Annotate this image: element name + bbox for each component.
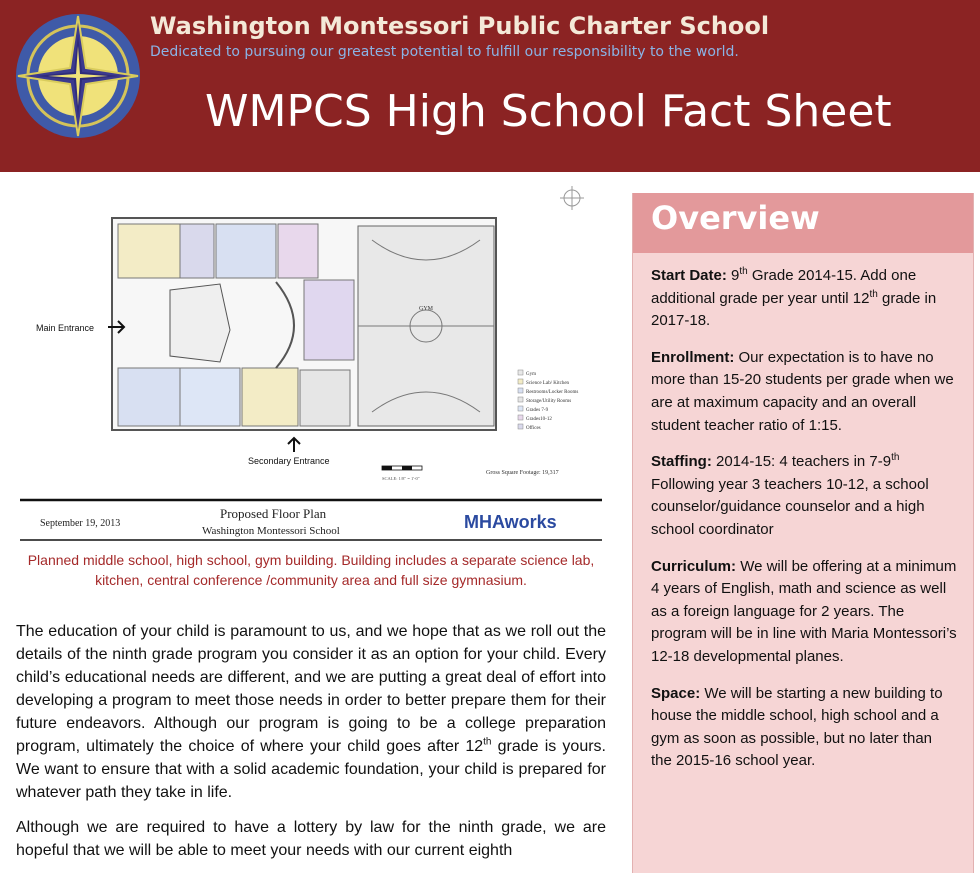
overview-title: Overview: [651, 199, 820, 237]
legend-item: Storage/Utility Rooms: [526, 399, 572, 404]
secondary-entrance-arrow-icon: [288, 438, 300, 452]
school-tagline: Dedicated to pursuing our greatest potential to fulfill our responsibility to the world.: [150, 44, 739, 60]
item-label: Enrollment:: [651, 348, 735, 366]
item-label: Staffing:: [651, 453, 712, 471]
item-label: Space:: [651, 684, 701, 702]
legend-item: Offices: [526, 426, 541, 431]
overview-item-start-date: [651, 265, 957, 333]
item-text: We will be offering at a minimum 4 years of English, math and science as well as a foreign language for 2 years. The program will be in line with Maria Montessori’s 12-18 developmental planes.: [651, 557, 957, 665]
floor-plan-legend: [518, 370, 578, 431]
compass-rose-icon: [560, 186, 584, 210]
item-text: 9th Grade 2014-15. Add one additional grade per year until 12th grade in 2017-18.: [651, 266, 937, 330]
main-entrance-label: Main Entrance: [36, 323, 95, 333]
item-text: Our expectation is to have no more than 15-20 students per grade when we are at maximum capacity and an overall student teacher ratio of 1:15.: [651, 348, 954, 434]
header-banner: [0, 0, 980, 172]
overview-item-space: [651, 683, 957, 773]
item-text: We will be starting a new building to house the middle school, high school and a gym as soon as possible, but no later than the 2015-16 school year.: [651, 684, 943, 770]
overview-item-staffing: [651, 451, 957, 541]
plan-date: September 19, 2013: [40, 518, 121, 529]
plan-title: Proposed Floor Plan: [220, 506, 327, 521]
item-label: Start Date:: [651, 267, 727, 284]
school-name: Washington Montessori Public Charter School: [150, 12, 770, 40]
scale-bar-icon: [382, 466, 422, 470]
page-title: WMPCS High School Fact Sheet: [205, 86, 892, 137]
overview-sidebar: [632, 193, 974, 873]
overview-body: [633, 253, 973, 773]
legend-item: Gym: [526, 372, 536, 377]
overview-item-enrollment: [651, 347, 957, 437]
secondary-entrance-label: Secondary Entrance: [248, 456, 330, 466]
body-paragraph: Although we are required to have a lottery by law for the ninth grade, we are hopeful that we will be able to meet your needs with our current eighth: [16, 819, 606, 859]
body-paragraph: The education of your child is paramount to us, and we hope that as we roll out the details of the ninth grade program you consider it as an option for your child. Every child’s educational needs are different, and we are putting a great deal of effort into developing a program to meet those needs in order to better prepare them for their future endeavors. Although our program is going to be a college preparation program, ultimately the choice of where your child goes after 12th grade is yours. We want to ensure that with a solid academic foundation, your child is prepared for whatever path they take in life.: [16, 623, 606, 801]
floor-plan-caption: Planned middle school, high school, gym building. Building includes a separate science lab, kitchen, central conference /community area and full size gymnasium.: [27, 552, 595, 588]
plan-subtitle: Washington Montessori School: [202, 525, 340, 537]
item-label: Curriculum:: [651, 557, 737, 575]
item-text: 2014-15: 4 teachers in 7-9th Following year 3 teachers 10-12, a school counselor/guidance counselor and a high school coordinator: [651, 452, 929, 538]
gross-footage-label: Gross Square Footage: 19,317: [486, 470, 559, 476]
overview-header: [633, 193, 973, 253]
legend-item: Grades10-12: [526, 417, 552, 422]
intro-text: [16, 620, 606, 874]
school-compass-logo: [14, 12, 142, 140]
architect-logo: MHAworks: [464, 512, 557, 532]
legend-item: Grades 7-9: [526, 408, 549, 413]
legend-item: Restrooms/Locker Rooms: [526, 390, 579, 395]
gym-label: GYM: [419, 306, 434, 312]
scale-label: SCALE: 1/8" = 1'-0": [382, 476, 420, 481]
floor-plan-image: [20, 180, 602, 542]
overview-item-curriculum: [651, 556, 957, 669]
legend-item: Science Lab/ Kitchen: [526, 381, 570, 386]
